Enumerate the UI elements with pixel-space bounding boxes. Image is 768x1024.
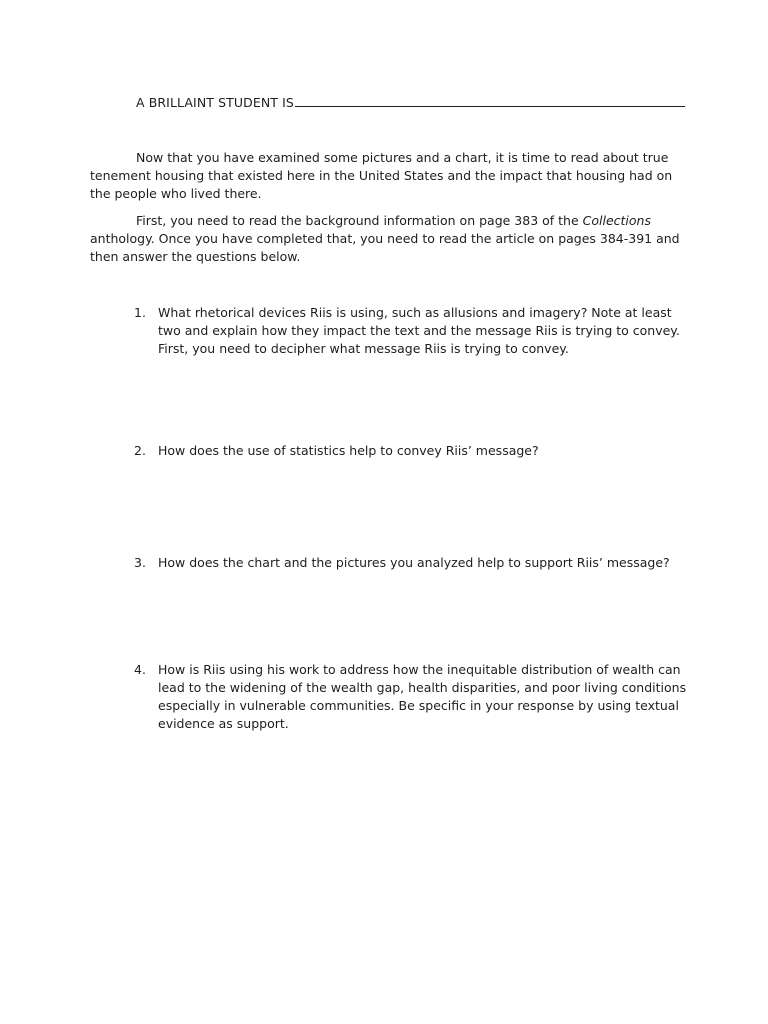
question-number: 1.	[134, 305, 146, 320]
heading-label: A BRILLAINT STUDENT IS	[136, 95, 294, 110]
question-number: 2.	[134, 443, 146, 458]
question-item-1	[134, 304, 694, 358]
question-number: 4.	[134, 662, 146, 677]
question-item-4	[134, 661, 694, 733]
question-number: 3.	[134, 555, 146, 570]
question-text: How does the use of statistics help to convey Riis’ message?	[158, 443, 539, 458]
answer-blank-line	[295, 93, 685, 107]
worksheet-heading	[136, 93, 685, 110]
intro-paragraph-2-start: First, you need to read the background information on page 383 of the	[136, 213, 583, 228]
intro-paragraph-1: Now that you have examined some pictures and a chart, it is time to read about true tenement housing that existed here in the United States and the impact that housing had on the people who lived there.	[90, 150, 673, 201]
question-text: What rhetorical devices Riis is using, such as allusions and imagery? Note at least two and explain how they impact the text and the message Riis is trying to convey. First, you need to decipher what message Riis is trying to convey.	[158, 305, 680, 356]
question-text: How is Riis using his work to address how the inequitable distribution of wealth can lead to the widening of the wealth gap, health disparities, and poor living conditions especially in vulnerable communities. Be specific in your response by using textual evidence as support.	[158, 662, 687, 731]
book-title-collections: Collections	[582, 213, 651, 228]
intro-paragraph-2	[90, 212, 690, 266]
question-item-2	[134, 442, 694, 460]
intro-paragraph-2-end: anthology. Once you have completed that, you need to read the article on pages 384-391 and then answer the questions below.	[90, 231, 680, 264]
question-item-3	[134, 554, 694, 572]
question-text: How does the chart and the pictures you analyzed help to support Riis’ message?	[158, 555, 670, 570]
